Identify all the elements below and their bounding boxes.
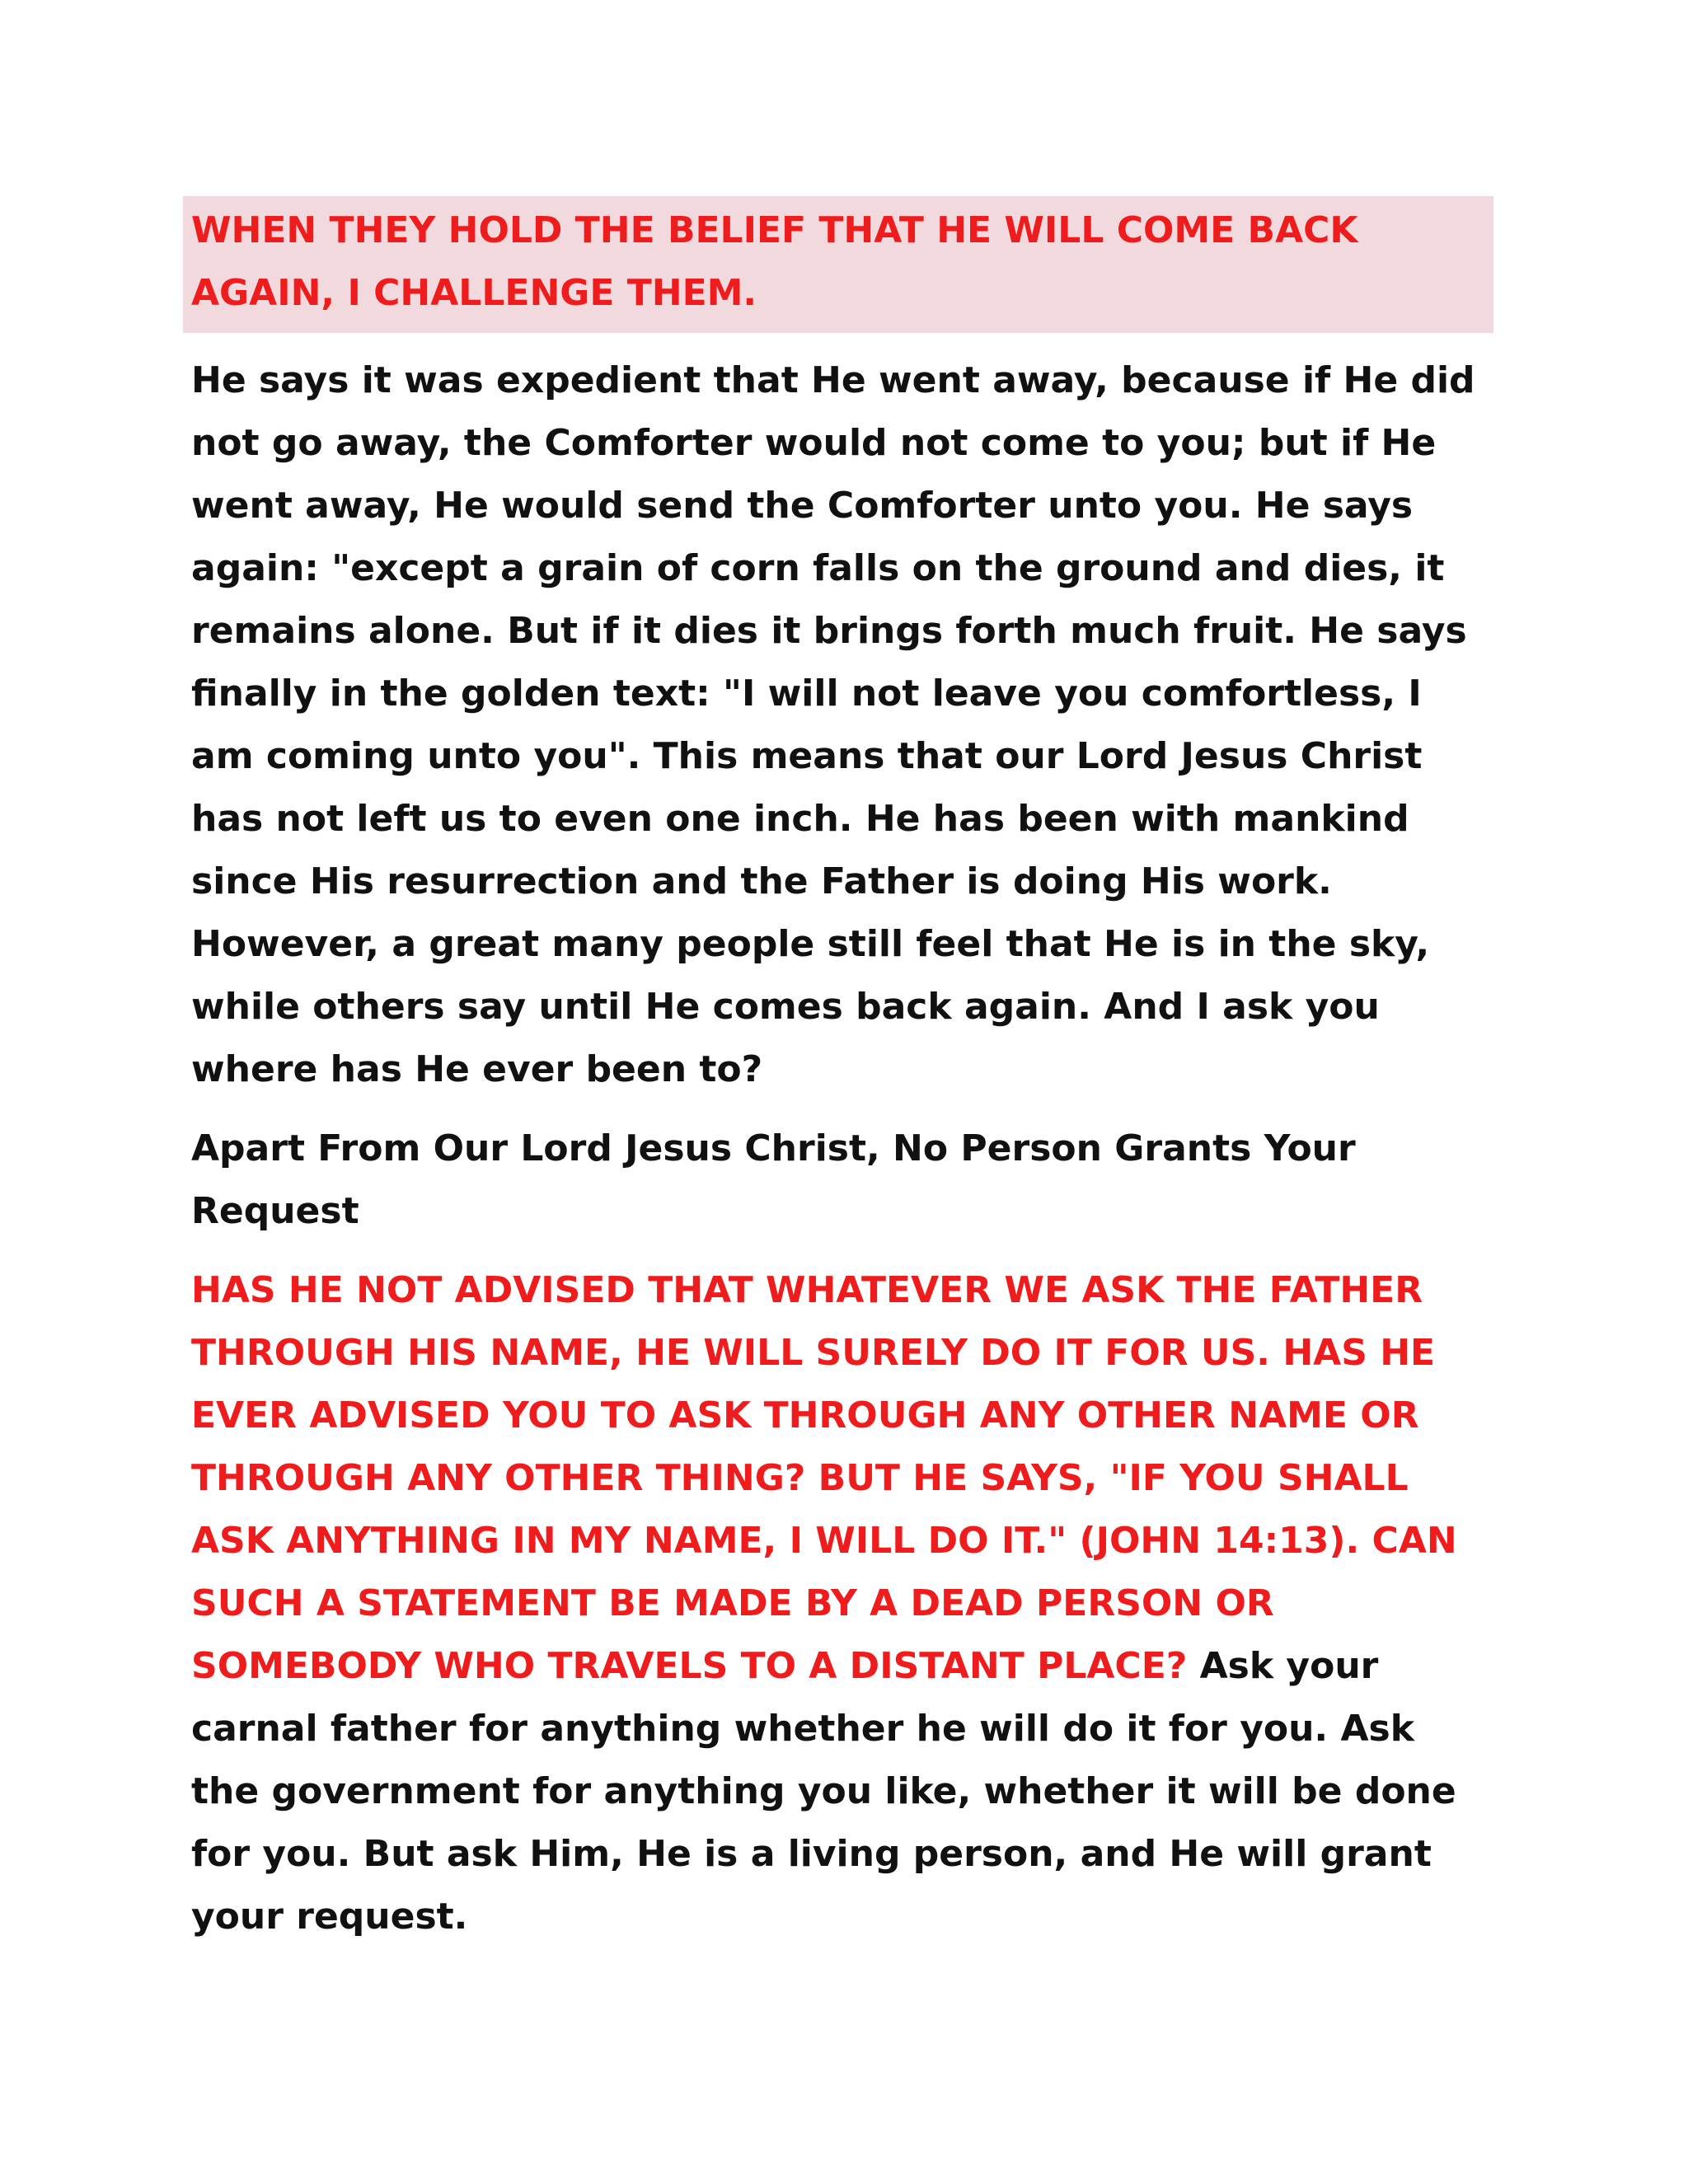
paragraph-1: He says it was expedient that He went away, because if He did not go away, the Comforter would not come to you; but if He went away, He would send the Comforter unto you. He says again: "except a grain of corn falls on the ground and dies, it remains alone. But if it dies it brings forth much fruit. He says finally in the golden text: "I will not leave you comfortless, I am coming unto you". This means that our Lord Jesus Christ has not left us to even one inch. He has been with mankind since His resurrection and the Father is doing His work. However, a great many people still feel that He is in the sky, while others say until He comes back again. And I ask you where has He ever been to? bbox=[191, 359, 1475, 1090]
heading-text: WHEN THEY HOLD THE BELIEF THAT HE WILL COME BACK AGAIN, I CHALLENGE THEM. bbox=[191, 209, 1358, 314]
paragraph-2-black-text: Ask your carnal father for anything whether he will do it for you. Ask the government for anything you like, whether it will be done for you. But ask Him, He is a living person, and He will grant your request. bbox=[191, 1645, 1456, 1938]
highlighted-heading bbox=[183, 196, 1493, 333]
page-content bbox=[191, 196, 1493, 1965]
paragraph-2 bbox=[191, 1259, 1493, 1948]
paragraph-2-red-text: HAS HE NOT ADVISED THAT WHATEVER WE ASK THE FATHER THROUGH HIS NAME, HE WILL SURELY DO IT FOR US. HAS HE EVER ADVISED YOU TO ASK THROUGH ANY OTHER NAME OR THROUGH ANY OTHER THING? BUT HE SAYS, "IF YOU SHALL ASK ANYTHING IN MY NAME, I WILL DO IT." (JOHN 14:13). CAN SUCH A STATEMENT BE MADE BY A DEAD PERSON OR SOMEBODY WHO TRAVELS TO A DISTANT PLACE? bbox=[191, 1269, 1457, 1687]
section-subheading: Apart From Our Lord Jesus Christ, No Person Grants Your Request bbox=[191, 1127, 1356, 1232]
